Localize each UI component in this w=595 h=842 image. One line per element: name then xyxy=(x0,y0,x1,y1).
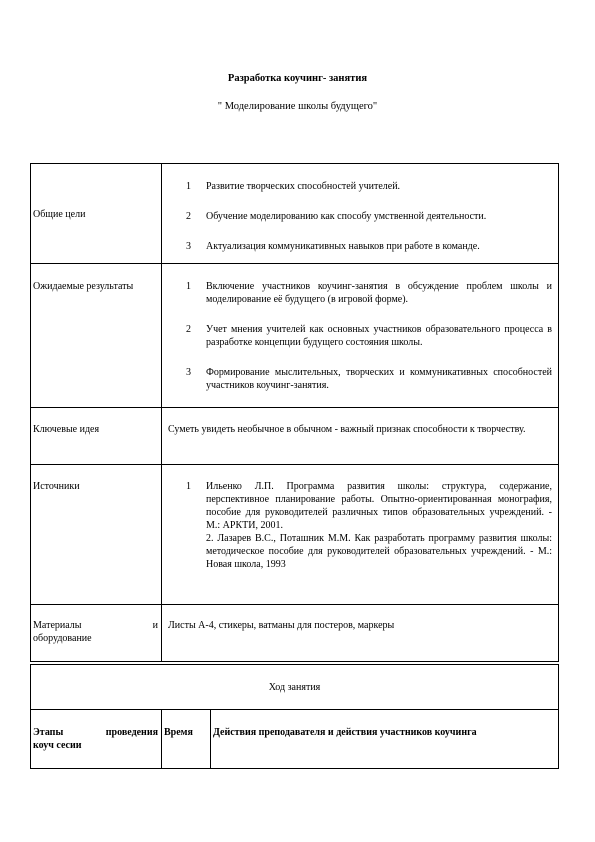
list-item: 1 Развитие творческих способностей учителей. xyxy=(186,181,401,192)
document-title: Разработка коучинг- занятия xyxy=(227,73,368,84)
document-subtitle: " Моделирование школы будущего" xyxy=(217,101,378,112)
process-table xyxy=(30,664,559,769)
materials-label-cell: Материалы и оборудование xyxy=(31,605,162,662)
sources-label-cell xyxy=(31,465,162,605)
results-label-cell xyxy=(31,264,162,408)
list-item: 3 Формирование мыслительных, творческих и коммуникативных способностей участников коучинг-занятия. xyxy=(186,367,552,391)
list-item: 1 Ильенко Л.П. Программа развития школы: структура, содержание, перспективное планирование работы. Опытно-ориентированная монография, пособие для руководителей различных типов образовательных учреждений. - М.: АРКТИ, 2001. 2. Лазарев В.С., Поташник М.М. Как разработать программу развития школы: методическое пособие для руководителей образовательных учреждений. - М.: Новая школа, 1993 xyxy=(186,481,552,570)
source-2: 2. Лазарев В.С., Поташник М.М. Как разработать программу развития школы: методическое пособие для руководителей образовательных учреждений. - М.: Новая школа, 1993 xyxy=(206,533,552,570)
sources-label: Источники xyxy=(33,481,80,492)
list-item: 2 Обучение моделированию как способу умственной деятельности. xyxy=(186,211,487,222)
materials-content-cell xyxy=(162,605,559,662)
process-title: Ход занятия xyxy=(268,681,321,693)
plan-table xyxy=(30,163,559,662)
sources-content-cell xyxy=(162,465,559,605)
goals-label: Общие цели xyxy=(33,209,86,220)
process-title-cell xyxy=(31,665,559,710)
results-list xyxy=(168,280,552,392)
table-row-results xyxy=(31,264,559,408)
table-row-goals xyxy=(31,164,559,264)
table-row-sources xyxy=(31,465,559,605)
table-row-materials xyxy=(31,605,559,662)
sources-list xyxy=(168,480,552,571)
list-item: 2 Учет мнения учителей как основных участников образовательного процесса в разработке концепции будущего состояния школы. xyxy=(186,324,552,348)
actions-header-cell: Действия преподавателя и действия участников коучинга xyxy=(211,710,559,769)
results-content-cell xyxy=(162,264,559,408)
stage-header-cell: Этапы проведения коуч сесии xyxy=(31,710,162,769)
table-row-idea xyxy=(31,408,559,465)
source-1: Ильенко Л.П. Программа развития школы: структура, содержание, перспективное планирование работы. Опытно-ориентированная монография, пособие для руководителей различных типов образовательных учреждений. - М.: АРКТИ, 2001. xyxy=(206,481,552,531)
process-title-row xyxy=(31,665,559,710)
goals-list xyxy=(168,180,552,253)
materials-text: Листы А-4, стикеры, ватманы для постеров, маркеры xyxy=(168,620,395,631)
goals-label-cell xyxy=(31,164,162,264)
idea-text: Суметь увидеть необычное в обычном - важный признак способности к творчеству. xyxy=(168,424,526,435)
results-label: Ожидаемые результаты xyxy=(33,281,134,292)
process-header-row xyxy=(31,710,559,769)
list-item: 1 Включение участников коучинг-занятия в обсуждение проблем школы и моделирование её будущего (в игровой форме). xyxy=(186,281,552,305)
list-item: 3 Актуализация коммуникативных навыков при работе в команде. xyxy=(186,241,480,252)
idea-label: Ключевые идея xyxy=(33,424,100,435)
time-header-cell: Время xyxy=(162,710,211,769)
idea-content-cell xyxy=(162,408,559,465)
goals-content-cell xyxy=(162,164,559,264)
idea-label-cell xyxy=(31,408,162,465)
